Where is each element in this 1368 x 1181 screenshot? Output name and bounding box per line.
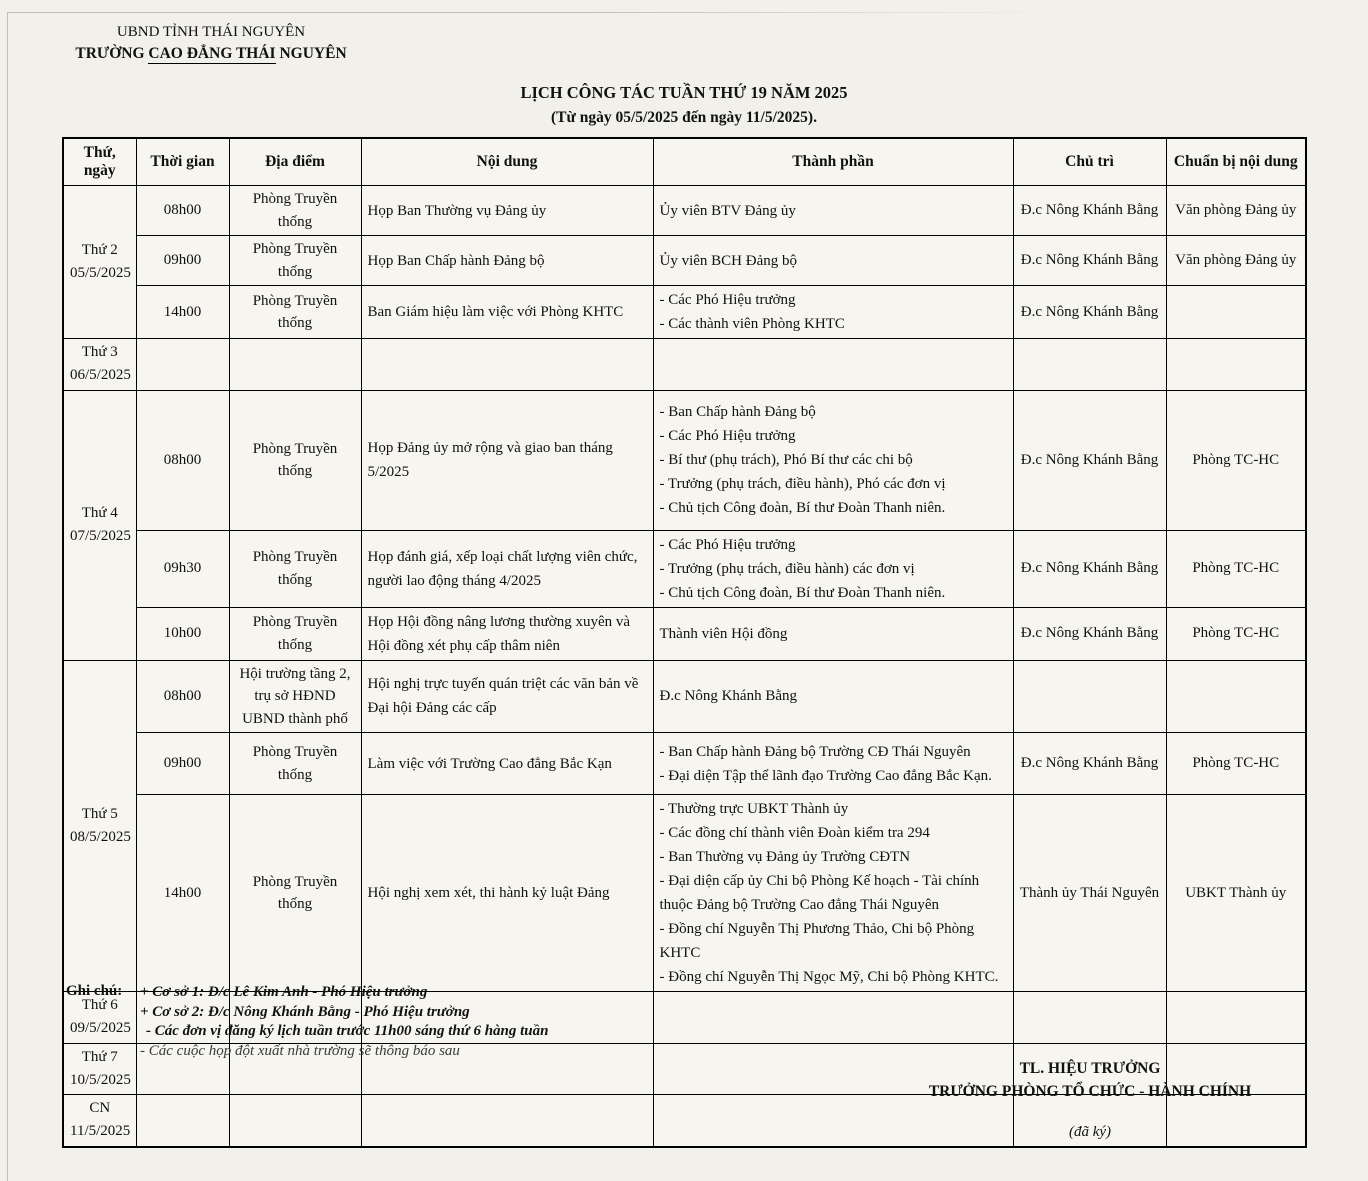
- page-title: LỊCH CÔNG TÁC TUẦN THỨ 19 NĂM 2025: [520, 83, 848, 102]
- col-header-prepare: Chuẩn bị nội dung: [1166, 138, 1306, 186]
- table-row: [63, 607, 1306, 660]
- table-row: [63, 660, 1306, 733]
- prepare-cell: Phòng TC-HC: [1166, 530, 1306, 607]
- time-cell: 09h30: [136, 530, 229, 607]
- participant-line: - Bí thư (phụ trách), Phó Bí thư các chi bộ: [659, 452, 913, 468]
- empty-cell: [1166, 992, 1306, 1044]
- prepare-cell: [1166, 286, 1306, 339]
- table-row: [63, 236, 1306, 286]
- day-label: Thứ 4: [81, 504, 118, 521]
- empty-cell: [361, 339, 653, 391]
- day-date: 05/5/2025: [70, 265, 131, 281]
- prepare-cell: Phòng TC-HC: [1166, 607, 1306, 660]
- place-cell: Hội trường tầng 2, trụ sở HĐND UBND thành phố: [229, 660, 361, 733]
- chair-cell: [1013, 660, 1166, 733]
- participant-line: - Ban Chấp hành Đảng bộ Trường CĐ Thái Nguyên: [659, 743, 971, 760]
- place-cell: Phòng Truyền thống: [229, 286, 361, 339]
- participant-line: - Các Phó Hiệu trưởng: [659, 292, 796, 308]
- day-date: 11/5/2025: [70, 1123, 131, 1140]
- empty-cell: [229, 1095, 361, 1147]
- day-label: Thứ 2: [81, 241, 118, 258]
- empty-cell: [136, 339, 229, 391]
- content-cell: Họp Hội đồng nâng lương thường xuyên và Hội đồng xét phụ cấp thâm niên: [361, 607, 653, 660]
- participant-line: - Ban Chấp hành Đảng bộ: [659, 404, 816, 420]
- participants-cell: [653, 186, 1013, 236]
- place-cell: Phòng Truyền thống: [229, 390, 361, 530]
- day-label: Thứ 5: [81, 805, 118, 822]
- participant-line: - Các đồng chí thành viên Đoàn kiểm tra 294: [659, 825, 930, 841]
- empty-cell: [1013, 992, 1166, 1044]
- time-cell: 08h00: [136, 660, 229, 733]
- empty-cell: [136, 1095, 229, 1147]
- participant-line: - Đồng chí Nguyễn Thị Phương Thảo, Chi bộ Phòng KHTC: [659, 921, 975, 961]
- org-school-name-underlined: CAO ĐẲNG THÁI: [148, 45, 276, 62]
- table-header-row: [63, 138, 1306, 186]
- time-cell: 08h00: [136, 186, 229, 236]
- content-cell: Họp đánh giá, xếp loại chất lượng viên chức, người lao động tháng 4/2025: [361, 530, 653, 607]
- participants-cell: [653, 607, 1013, 660]
- table-row: [63, 390, 1306, 530]
- prepare-cell: Phòng TC-HC: [1166, 390, 1306, 530]
- table-row: [63, 530, 1306, 607]
- participant-line: - Đồng chí Nguyễn Thị Ngọc Mỹ, Chi bộ Phòng KHTC.: [659, 969, 999, 985]
- participant-line: - Đại diện cấp ủy Chi bộ Phòng Kế hoạch - Tài chính thuộc Đảng bộ Trường Cao đẳng Thái Nguyên: [659, 873, 980, 913]
- chair-cell: Đ.c Nông Khánh Bằng: [1013, 286, 1166, 339]
- place-cell: Phòng Truyền thống: [229, 607, 361, 660]
- note-line: - Các cuộc họp đột xuất nhà trường sẽ thông báo sau: [140, 1042, 460, 1059]
- participant-line: - Thường trực UBKT Thành ủy: [659, 801, 849, 817]
- table-row: [63, 733, 1306, 795]
- note-line: + Cơ sở 2: Đ/c Nông Khánh Bằng - Phó Hiệu trưởng: [140, 1003, 470, 1020]
- participant-line: - Chủ tịch Công đoàn, Bí thư Đoàn Thanh niên.: [659, 584, 946, 601]
- time-cell: 09h00: [136, 236, 229, 286]
- participants-cell: [653, 660, 1013, 733]
- participant-line: Đ.c Nông Khánh Bằng: [659, 688, 797, 705]
- prepare-cell: UBKT Thành ủy: [1166, 795, 1306, 992]
- time-cell: 10h00: [136, 607, 229, 660]
- day-cell-wed: [63, 390, 136, 660]
- org-school-name-post: NGUYÊN: [275, 45, 347, 62]
- chair-cell: Đ.c Nông Khánh Bằng: [1013, 733, 1166, 795]
- place-cell: Phòng Truyền thống: [229, 186, 361, 236]
- chair-cell: Đ.c Nông Khánh Bằng: [1013, 186, 1166, 236]
- participants-cell: [653, 236, 1013, 286]
- org-header: [60, 21, 362, 65]
- time-cell: 14h00: [136, 286, 229, 339]
- participants-cell: [653, 795, 1013, 992]
- signature-role: TRƯỞNG PHÒNG TỔ CHỨC - HÀNH CHÍNH: [928, 1083, 1252, 1100]
- participant-line: - Trưởng (phụ trách, điều hành), Phó các đơn vị: [659, 476, 946, 492]
- place-cell: Phòng Truyền thống: [229, 236, 361, 286]
- chair-cell: Đ.c Nông Khánh Bằng: [1013, 236, 1166, 286]
- day-date: 08/5/2025: [70, 828, 131, 845]
- scan-edge-horizontal: [7, 12, 1067, 13]
- chair-cell: Đ.c Nông Khánh Bằng: [1013, 607, 1166, 660]
- prepare-cell: Văn phòng Đảng ủy: [1166, 236, 1306, 286]
- chair-cell: Thành ủy Thái Nguyên: [1013, 795, 1166, 992]
- day-date: 09/5/2025: [70, 1020, 131, 1037]
- col-header-day: Thứ, ngày: [63, 138, 136, 186]
- participant-line: - Trưởng (phụ trách, điều hành) các đơn vị: [659, 560, 915, 577]
- day-label: Thứ 7: [81, 1048, 118, 1065]
- org-parent-name: UBND TỈNH THÁI NGUYÊN: [116, 24, 306, 40]
- participant-line: - Các Phó Hiệu trưởng: [659, 536, 796, 553]
- day-cell-tue: [63, 339, 136, 391]
- participants-cell: [653, 733, 1013, 795]
- participant-line: - Chủ tịch Công đoàn, Bí thư Đoàn Thanh niên.: [659, 500, 946, 516]
- empty-cell: [1166, 339, 1306, 391]
- day-cell-thu: [63, 660, 136, 992]
- participant-line: Ủy viên BTV Đảng ủy: [659, 202, 796, 219]
- participants-cell: [653, 286, 1013, 339]
- content-cell: Làm việc với Trường Cao đẳng Bắc Kạn: [361, 733, 653, 795]
- time-cell: 14h00: [136, 795, 229, 992]
- col-header-chair: Chủ trì: [1013, 138, 1166, 186]
- scan-edge-vertical: [7, 12, 8, 1181]
- participant-line: - Đại diện Tập thể lãnh đạo Trường Cao đẳng Bắc Kạn.: [659, 767, 992, 784]
- signature-block: [852, 1057, 1328, 1141]
- content-cell: Họp Ban Chấp hành Đảng bộ: [361, 236, 653, 286]
- content-cell: Hội nghị xem xét, thi hành kỷ luật Đảng: [361, 795, 653, 992]
- note-line: + Cơ sở 1: Đ/c Lê Kim Anh - Phó Hiệu trưởng: [140, 984, 428, 1000]
- empty-cell: [1013, 339, 1166, 391]
- participant-line: - Các thành viên Phòng KHTC: [659, 316, 845, 332]
- prepare-cell: Phòng TC-HC: [1166, 733, 1306, 795]
- col-header-place: Địa điểm: [229, 138, 361, 186]
- participants-cell: [653, 390, 1013, 530]
- day-cell-sun: [63, 1095, 136, 1147]
- prepare-cell: [1166, 660, 1306, 733]
- empty-cell: [653, 339, 1013, 391]
- day-date: 10/5/2025: [70, 1071, 131, 1088]
- day-label: Thứ 6: [81, 997, 118, 1013]
- time-cell: 08h00: [136, 390, 229, 530]
- content-cell: Hội nghị trực tuyến quán triệt các văn bản về Đại hội Đảng các cấp: [361, 660, 653, 733]
- col-header-content: Nội dung: [361, 138, 653, 186]
- content-cell: Ban Giám hiệu làm việc với Phòng KHTC: [361, 286, 653, 339]
- place-cell: Phòng Truyền thống: [229, 530, 361, 607]
- org-school-name-pre: TRƯỜNG: [75, 45, 149, 62]
- day-cell-mon: [63, 186, 136, 339]
- table-row: [63, 286, 1306, 339]
- note-line: - Các đơn vị đăng ký lịch tuần trước 11h00 sáng thứ 6 hàng tuần: [146, 1023, 549, 1039]
- chair-cell: Đ.c Nông Khánh Bằng: [1013, 390, 1166, 530]
- table-row: [63, 186, 1306, 236]
- empty-cell: [229, 339, 361, 391]
- empty-cell: [361, 1095, 653, 1147]
- day-date: 06/5/2025: [70, 367, 131, 384]
- content-cell: Họp Ban Thường vụ Đảng ủy: [361, 186, 653, 236]
- day-date: 07/5/2025: [70, 528, 131, 544]
- signature-title: TL. HIỆU TRƯỞNG: [1019, 1060, 1161, 1077]
- signature-signed-note: (đã ký): [1068, 1124, 1112, 1140]
- participant-line: - Các Phó Hiệu trưởng: [659, 428, 796, 444]
- table-row: [63, 339, 1306, 391]
- place-cell: Phòng Truyền thống: [229, 795, 361, 992]
- participants-cell: [653, 530, 1013, 607]
- content-cell: Họp Đảng ủy mở rộng và giao ban tháng 5/2025: [361, 390, 653, 530]
- day-label: Thứ 3: [81, 344, 118, 360]
- day-label: CN: [89, 1100, 111, 1116]
- col-header-participants: Thành phần: [653, 138, 1013, 186]
- notes-label: Ghi chú:: [66, 983, 123, 999]
- empty-cell: [653, 992, 1013, 1044]
- chair-cell: Đ.c Nông Khánh Bằng: [1013, 530, 1166, 607]
- time-cell: 09h00: [136, 733, 229, 795]
- notes-section: [66, 983, 549, 1061]
- col-header-time: Thời gian: [136, 138, 229, 186]
- participant-line: Thành viên Hội đồng: [659, 625, 788, 642]
- prepare-cell: Văn phòng Đảng ủy: [1166, 186, 1306, 236]
- table-row: [63, 795, 1306, 992]
- place-cell: Phòng Truyền thống: [229, 733, 361, 795]
- org-school-name: [60, 43, 362, 65]
- page-subtitle: (Từ ngày 05/5/2025 đến ngày 11/5/2025).: [551, 109, 817, 126]
- participant-line: Ủy viên BCH Đảng bộ: [659, 252, 797, 269]
- participant-line: - Ban Thường vụ Đảng ủy Trường CĐTN: [659, 849, 911, 865]
